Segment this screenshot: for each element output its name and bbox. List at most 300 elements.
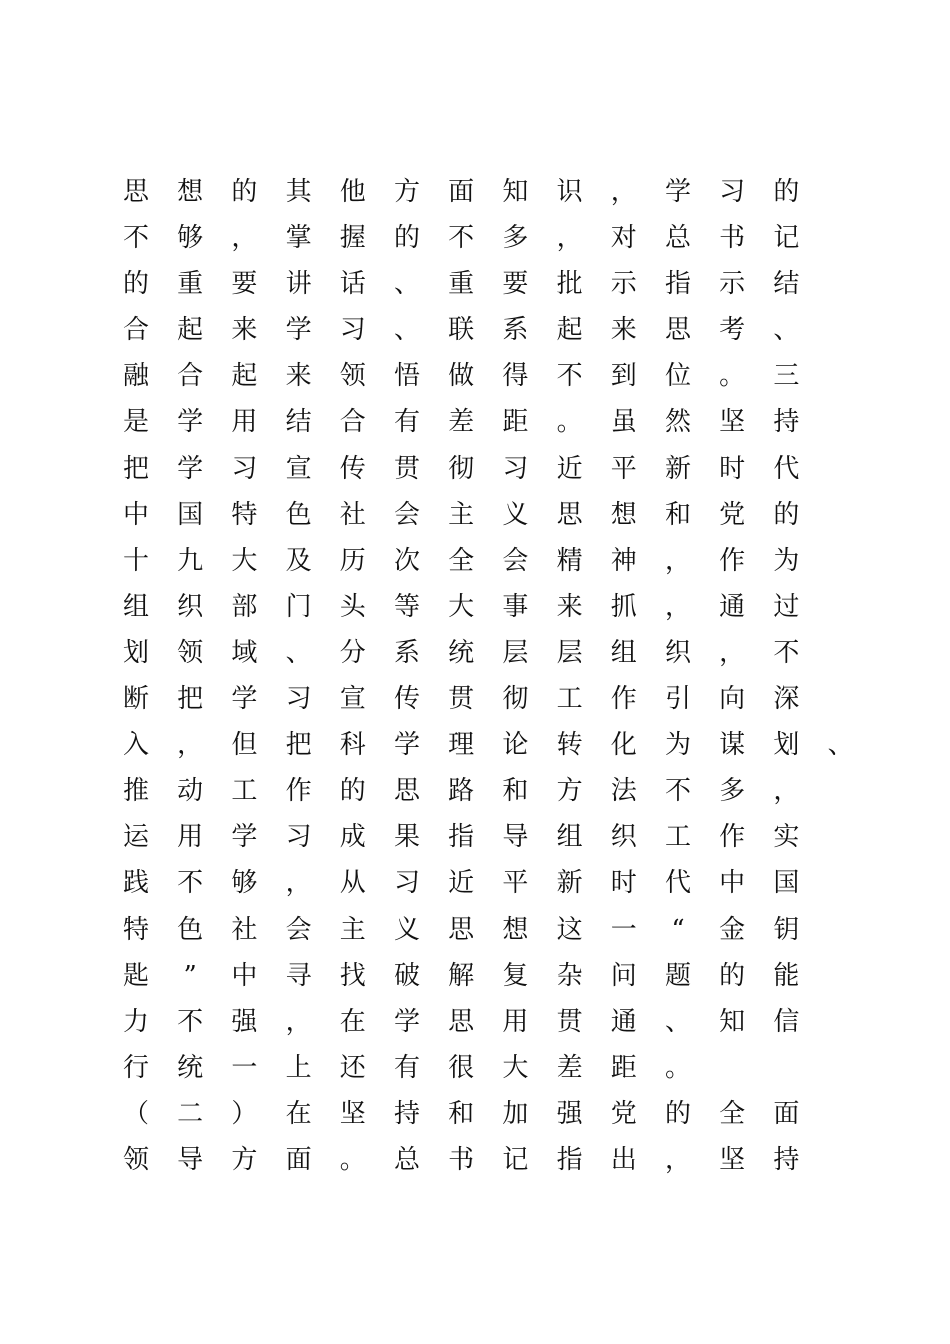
glyph: 学 xyxy=(664,177,691,207)
text-line xyxy=(0,584,950,630)
glyph: 识 xyxy=(556,177,583,207)
glyph: 为 xyxy=(664,730,691,761)
glyph: 色 xyxy=(285,499,312,530)
glyph: 实 xyxy=(773,822,800,853)
glyph: 够 xyxy=(231,868,258,899)
glyph: 位 xyxy=(664,361,691,392)
glyph: 批 xyxy=(556,269,583,300)
glyph: 在 xyxy=(285,1098,312,1129)
glyph: 结 xyxy=(773,269,800,300)
glyph: 代 xyxy=(664,868,691,899)
glyph: 平 xyxy=(502,868,529,899)
glyph: 不 xyxy=(177,868,204,899)
glyph: 贯 xyxy=(448,684,475,715)
glyph: 特 xyxy=(231,499,258,530)
glyph: 全 xyxy=(448,545,475,576)
glyph: 的 xyxy=(231,177,258,207)
glyph: 合 xyxy=(177,361,204,392)
glyph: 还 xyxy=(339,1052,366,1083)
glyph: 系 xyxy=(393,637,420,668)
glyph: 把 xyxy=(122,453,149,484)
glyph: ， xyxy=(556,223,583,254)
glyph: 方 xyxy=(556,776,583,807)
glyph: 果 xyxy=(393,822,420,853)
glyph: 是 xyxy=(122,407,149,438)
glyph: 做 xyxy=(448,361,475,392)
glyph: 破 xyxy=(393,960,420,991)
glyph: 大 xyxy=(502,1052,529,1083)
glyph: ， xyxy=(285,1006,312,1037)
glyph: 组 xyxy=(122,591,149,622)
glyph: 和 xyxy=(664,499,691,530)
glyph: 金 xyxy=(719,914,746,945)
glyph: 领 xyxy=(339,361,366,392)
glyph: 运 xyxy=(122,822,149,853)
glyph: 时 xyxy=(719,453,746,484)
glyph: 统 xyxy=(448,637,475,668)
glyph: 十 xyxy=(122,545,149,576)
glyph: 践 xyxy=(122,868,149,899)
text-line xyxy=(0,353,950,399)
glyph: 大 xyxy=(231,545,258,576)
glyph: 义 xyxy=(393,914,420,945)
text-line xyxy=(0,215,950,261)
glyph: 思 xyxy=(556,499,583,530)
glyph: 悟 xyxy=(393,361,420,392)
glyph: 用 xyxy=(231,407,258,438)
glyph: 在 xyxy=(339,1006,366,1037)
text-line xyxy=(0,953,950,999)
glyph: 领 xyxy=(122,1144,149,1175)
glyph: 及 xyxy=(285,545,312,576)
glyph: 想 xyxy=(610,499,637,530)
glyph: 、 xyxy=(827,730,854,761)
glyph: 组 xyxy=(610,637,637,668)
glyph: 很 xyxy=(448,1052,475,1083)
glyph: 会 xyxy=(502,545,529,576)
glyph: 总 xyxy=(393,1144,420,1175)
glyph: 学 xyxy=(393,1006,420,1037)
glyph: 习 xyxy=(339,315,366,346)
glyph: 二 xyxy=(177,1098,204,1129)
glyph: 思 xyxy=(448,1006,475,1037)
glyph: 和 xyxy=(448,1098,475,1129)
text-line xyxy=(0,1091,950,1137)
glyph: 分 xyxy=(339,637,366,668)
glyph: 近 xyxy=(556,453,583,484)
glyph: “ xyxy=(671,914,685,945)
glyph: ” xyxy=(183,960,197,991)
glyph: ， xyxy=(285,868,312,899)
glyph: 宣 xyxy=(339,684,366,715)
glyph: 义 xyxy=(502,499,529,530)
glyph: 学 xyxy=(177,453,204,484)
glyph: （ xyxy=(122,1098,149,1129)
glyph: 方 xyxy=(231,1144,258,1175)
glyph: 抓 xyxy=(610,591,637,622)
glyph: 神 xyxy=(610,545,637,576)
glyph: 的 xyxy=(664,1098,691,1129)
glyph: 题 xyxy=(664,960,691,991)
glyph: 思 xyxy=(448,914,475,945)
glyph: 但 xyxy=(231,730,258,761)
glyph: 指 xyxy=(556,1144,583,1175)
glyph: 层 xyxy=(502,637,529,668)
glyph: 加 xyxy=(502,1098,529,1129)
glyph: 结 xyxy=(285,407,312,438)
glyph: 然 xyxy=(664,407,691,438)
glyph: 、 xyxy=(285,637,312,668)
text-line xyxy=(0,307,950,353)
glyph: 次 xyxy=(393,545,420,576)
glyph: 面 xyxy=(448,177,475,207)
glyph: 复 xyxy=(502,960,529,991)
glyph: 有 xyxy=(393,1052,420,1083)
glyph: 能 xyxy=(773,960,800,991)
glyph: 不 xyxy=(177,1006,204,1037)
glyph: 差 xyxy=(448,407,475,438)
glyph: 多 xyxy=(502,223,529,254)
glyph: 用 xyxy=(502,1006,529,1037)
text-line xyxy=(0,1045,950,1091)
glyph: 域 xyxy=(231,637,258,668)
text-line xyxy=(0,860,950,906)
glyph: 行 xyxy=(122,1052,149,1083)
glyph: 转 xyxy=(556,730,583,761)
glyph: 起 xyxy=(177,315,204,346)
glyph: 来 xyxy=(556,591,583,622)
glyph: 差 xyxy=(556,1052,583,1083)
glyph: 杂 xyxy=(556,960,583,991)
glyph: 坚 xyxy=(719,407,746,438)
text-line xyxy=(0,999,950,1045)
glyph: 组 xyxy=(556,822,583,853)
text-line xyxy=(0,768,950,814)
glyph: 路 xyxy=(448,776,475,807)
glyph: 会 xyxy=(285,914,312,945)
glyph: 理 xyxy=(448,730,475,761)
glyph: 工 xyxy=(664,822,691,853)
glyph: 不 xyxy=(122,223,149,254)
glyph: 平 xyxy=(610,453,637,484)
glyph: 向 xyxy=(719,684,746,715)
glyph: 多 xyxy=(719,776,746,807)
glyph: 钥 xyxy=(773,914,800,945)
glyph: 历 xyxy=(339,545,366,576)
glyph: 。 xyxy=(339,1144,366,1175)
glyph: 持 xyxy=(773,407,800,438)
glyph: 时 xyxy=(610,868,637,899)
glyph: 作 xyxy=(610,684,637,715)
glyph: 头 xyxy=(339,591,366,622)
text-line xyxy=(0,169,950,215)
glyph: 法 xyxy=(610,776,637,807)
glyph: 一 xyxy=(610,914,637,945)
glyph: 的 xyxy=(393,223,420,254)
glyph: 得 xyxy=(502,361,529,392)
glyph: 记 xyxy=(773,223,800,254)
glyph: 握 xyxy=(339,223,366,254)
glyph: ， xyxy=(773,776,800,807)
glyph: 划 xyxy=(773,730,800,761)
glyph: 部 xyxy=(231,591,258,622)
glyph: 织 xyxy=(610,822,637,853)
glyph: 推 xyxy=(122,776,149,807)
glyph: 论 xyxy=(502,730,529,761)
glyph: 。 xyxy=(556,407,583,438)
glyph: 作 xyxy=(719,822,746,853)
glyph: 强 xyxy=(556,1098,583,1129)
glyph: 划 xyxy=(122,637,149,668)
glyph: 考 xyxy=(719,315,746,346)
glyph: 导 xyxy=(177,1144,204,1175)
glyph: 通 xyxy=(719,591,746,622)
glyph: 方 xyxy=(393,177,420,207)
glyph: 问 xyxy=(610,960,637,991)
glyph: 上 xyxy=(285,1052,312,1083)
glyph: 的 xyxy=(122,269,149,300)
glyph: 过 xyxy=(773,591,800,622)
glyph: 距 xyxy=(502,407,529,438)
glyph: ， xyxy=(664,1144,691,1175)
glyph: 坚 xyxy=(339,1098,366,1129)
glyph: 主 xyxy=(448,499,475,530)
glyph: 习 xyxy=(393,868,420,899)
glyph: 掌 xyxy=(285,223,312,254)
glyph: 要 xyxy=(502,269,529,300)
glyph: 事 xyxy=(502,591,529,622)
glyph: 匙 xyxy=(122,960,149,991)
glyph: 面 xyxy=(773,1098,800,1129)
glyph: 织 xyxy=(177,591,204,622)
glyph: 学 xyxy=(285,315,312,346)
glyph: 传 xyxy=(393,684,420,715)
glyph: 宣 xyxy=(285,453,312,484)
glyph: 引 xyxy=(664,684,691,715)
glyph: 强 xyxy=(231,1006,258,1037)
glyph: 合 xyxy=(339,407,366,438)
glyph: 虽 xyxy=(610,407,637,438)
glyph: 他 xyxy=(339,177,366,207)
glyph: 不 xyxy=(664,776,691,807)
glyph: 不 xyxy=(773,637,800,668)
glyph: 到 xyxy=(610,361,637,392)
glyph: 持 xyxy=(393,1098,420,1129)
text-line xyxy=(0,814,950,860)
glyph: 思 xyxy=(393,776,420,807)
glyph: 不 xyxy=(556,361,583,392)
glyph: 知 xyxy=(719,1006,746,1037)
glyph: 对 xyxy=(610,223,637,254)
glyph: 学 xyxy=(177,407,204,438)
glyph: ） xyxy=(231,1098,258,1129)
glyph: 思 xyxy=(664,315,691,346)
glyph: 书 xyxy=(448,1144,475,1175)
text-line xyxy=(0,907,950,953)
glyph: 把 xyxy=(285,730,312,761)
glyph: 合 xyxy=(122,315,149,346)
glyph: 新 xyxy=(664,453,691,484)
glyph: 联 xyxy=(448,315,475,346)
glyph: 出 xyxy=(610,1144,637,1175)
glyph: 这 xyxy=(556,914,583,945)
glyph: 一 xyxy=(231,1052,258,1083)
glyph: 领 xyxy=(177,637,204,668)
glyph: 特 xyxy=(122,914,149,945)
glyph: 谋 xyxy=(719,730,746,761)
glyph: 来 xyxy=(285,361,312,392)
glyph: 织 xyxy=(664,637,691,668)
glyph: 化 xyxy=(610,730,637,761)
glyph: 要 xyxy=(231,269,258,300)
glyph: 近 xyxy=(448,868,475,899)
glyph: 大 xyxy=(448,591,475,622)
glyph: 习 xyxy=(502,453,529,484)
glyph: 的 xyxy=(339,776,366,807)
text-line xyxy=(0,399,950,445)
glyph: ， xyxy=(664,591,691,622)
text-line xyxy=(0,630,950,676)
glyph: 中 xyxy=(719,868,746,899)
glyph: 习 xyxy=(285,822,312,853)
text-line xyxy=(0,261,950,307)
glyph: 的 xyxy=(773,177,800,207)
glyph: ， xyxy=(177,730,204,761)
glyph: 、 xyxy=(393,269,420,300)
glyph: 的 xyxy=(719,960,746,991)
glyph: 新 xyxy=(556,868,583,899)
glyph: 指 xyxy=(664,269,691,300)
glyph: 工 xyxy=(556,684,583,715)
glyph: 作 xyxy=(285,776,312,807)
glyph: 的 xyxy=(773,499,800,530)
glyph: 层 xyxy=(556,637,583,668)
glyph: ， xyxy=(719,637,746,668)
glyph: 入 xyxy=(122,730,149,761)
glyph: 作 xyxy=(719,545,746,576)
glyph: 重 xyxy=(448,269,475,300)
glyph: 传 xyxy=(339,453,366,484)
glyph: 彻 xyxy=(448,453,475,484)
glyph: 贯 xyxy=(393,453,420,484)
glyph: 代 xyxy=(773,453,800,484)
text-line xyxy=(0,446,950,492)
glyph: 用 xyxy=(177,822,204,853)
text-line xyxy=(0,722,950,768)
glyph: 距 xyxy=(610,1052,637,1083)
glyph: 国 xyxy=(773,868,800,899)
glyph: 学 xyxy=(231,822,258,853)
glyph: 等 xyxy=(393,591,420,622)
glyph: 思 xyxy=(122,177,149,207)
glyph: 系 xyxy=(502,315,529,346)
glyph: 示 xyxy=(719,269,746,300)
glyph: 党 xyxy=(610,1098,637,1129)
glyph: 成 xyxy=(339,822,366,853)
glyph: 学 xyxy=(231,684,258,715)
glyph: 重 xyxy=(177,269,204,300)
glyph: 够 xyxy=(177,223,204,254)
glyph: 深 xyxy=(773,684,800,715)
glyph: 学 xyxy=(393,730,420,761)
glyph: 三 xyxy=(773,361,800,392)
glyph: 知 xyxy=(502,177,529,207)
glyph: 其 xyxy=(285,177,312,207)
text-line xyxy=(0,1137,950,1183)
text-line xyxy=(0,492,950,538)
glyph: 面 xyxy=(285,1144,312,1175)
glyph: 寻 xyxy=(285,960,312,991)
glyph: 主 xyxy=(339,914,366,945)
glyph: 九 xyxy=(177,545,204,576)
glyph: 持 xyxy=(773,1144,800,1175)
glyph: 党 xyxy=(719,499,746,530)
glyph: 断 xyxy=(122,684,149,715)
glyph: 习 xyxy=(231,453,258,484)
glyph: 工 xyxy=(231,776,258,807)
glyph: 、 xyxy=(393,315,420,346)
glyph: 习 xyxy=(285,684,312,715)
glyph: 门 xyxy=(285,591,312,622)
glyph: 起 xyxy=(556,315,583,346)
glyph: 社 xyxy=(231,914,258,945)
glyph: 示 xyxy=(610,269,637,300)
glyph: 通 xyxy=(610,1006,637,1037)
glyph: 。 xyxy=(664,1052,691,1083)
glyph: 会 xyxy=(393,499,420,530)
glyph: 统 xyxy=(177,1052,204,1083)
glyph: 贯 xyxy=(556,1006,583,1037)
glyph: 动 xyxy=(177,776,204,807)
glyph: 书 xyxy=(719,223,746,254)
glyph: 记 xyxy=(502,1144,529,1175)
glyph: 坚 xyxy=(719,1144,746,1175)
glyph: 习 xyxy=(719,177,746,207)
body-text xyxy=(0,169,950,1183)
glyph: 总 xyxy=(664,223,691,254)
glyph: 来 xyxy=(610,315,637,346)
text-line xyxy=(0,538,950,584)
glyph: ， xyxy=(231,223,258,254)
text-line xyxy=(0,676,950,722)
glyph: 找 xyxy=(339,960,366,991)
glyph: ， xyxy=(664,545,691,576)
glyph: 起 xyxy=(231,361,258,392)
glyph: 有 xyxy=(393,407,420,438)
glyph: 力 xyxy=(122,1006,149,1037)
glyph: 想 xyxy=(502,914,529,945)
glyph: 科 xyxy=(339,730,366,761)
glyph: 融 xyxy=(122,361,149,392)
glyph: 指 xyxy=(448,822,475,853)
glyph: 不 xyxy=(448,223,475,254)
glyph: 色 xyxy=(177,914,204,945)
glyph: 全 xyxy=(719,1098,746,1129)
glyph: 、 xyxy=(773,315,800,346)
glyph: 话 xyxy=(339,269,366,300)
glyph: 。 xyxy=(719,361,746,392)
glyph: 中 xyxy=(122,499,149,530)
glyph: 解 xyxy=(448,960,475,991)
glyph: 社 xyxy=(339,499,366,530)
glyph: 把 xyxy=(177,684,204,715)
glyph: 和 xyxy=(502,776,529,807)
glyph: 、 xyxy=(664,1006,691,1037)
glyph: 想 xyxy=(177,177,204,207)
glyph: 精 xyxy=(556,545,583,576)
glyph: 讲 xyxy=(285,269,312,300)
glyph: 国 xyxy=(177,499,204,530)
